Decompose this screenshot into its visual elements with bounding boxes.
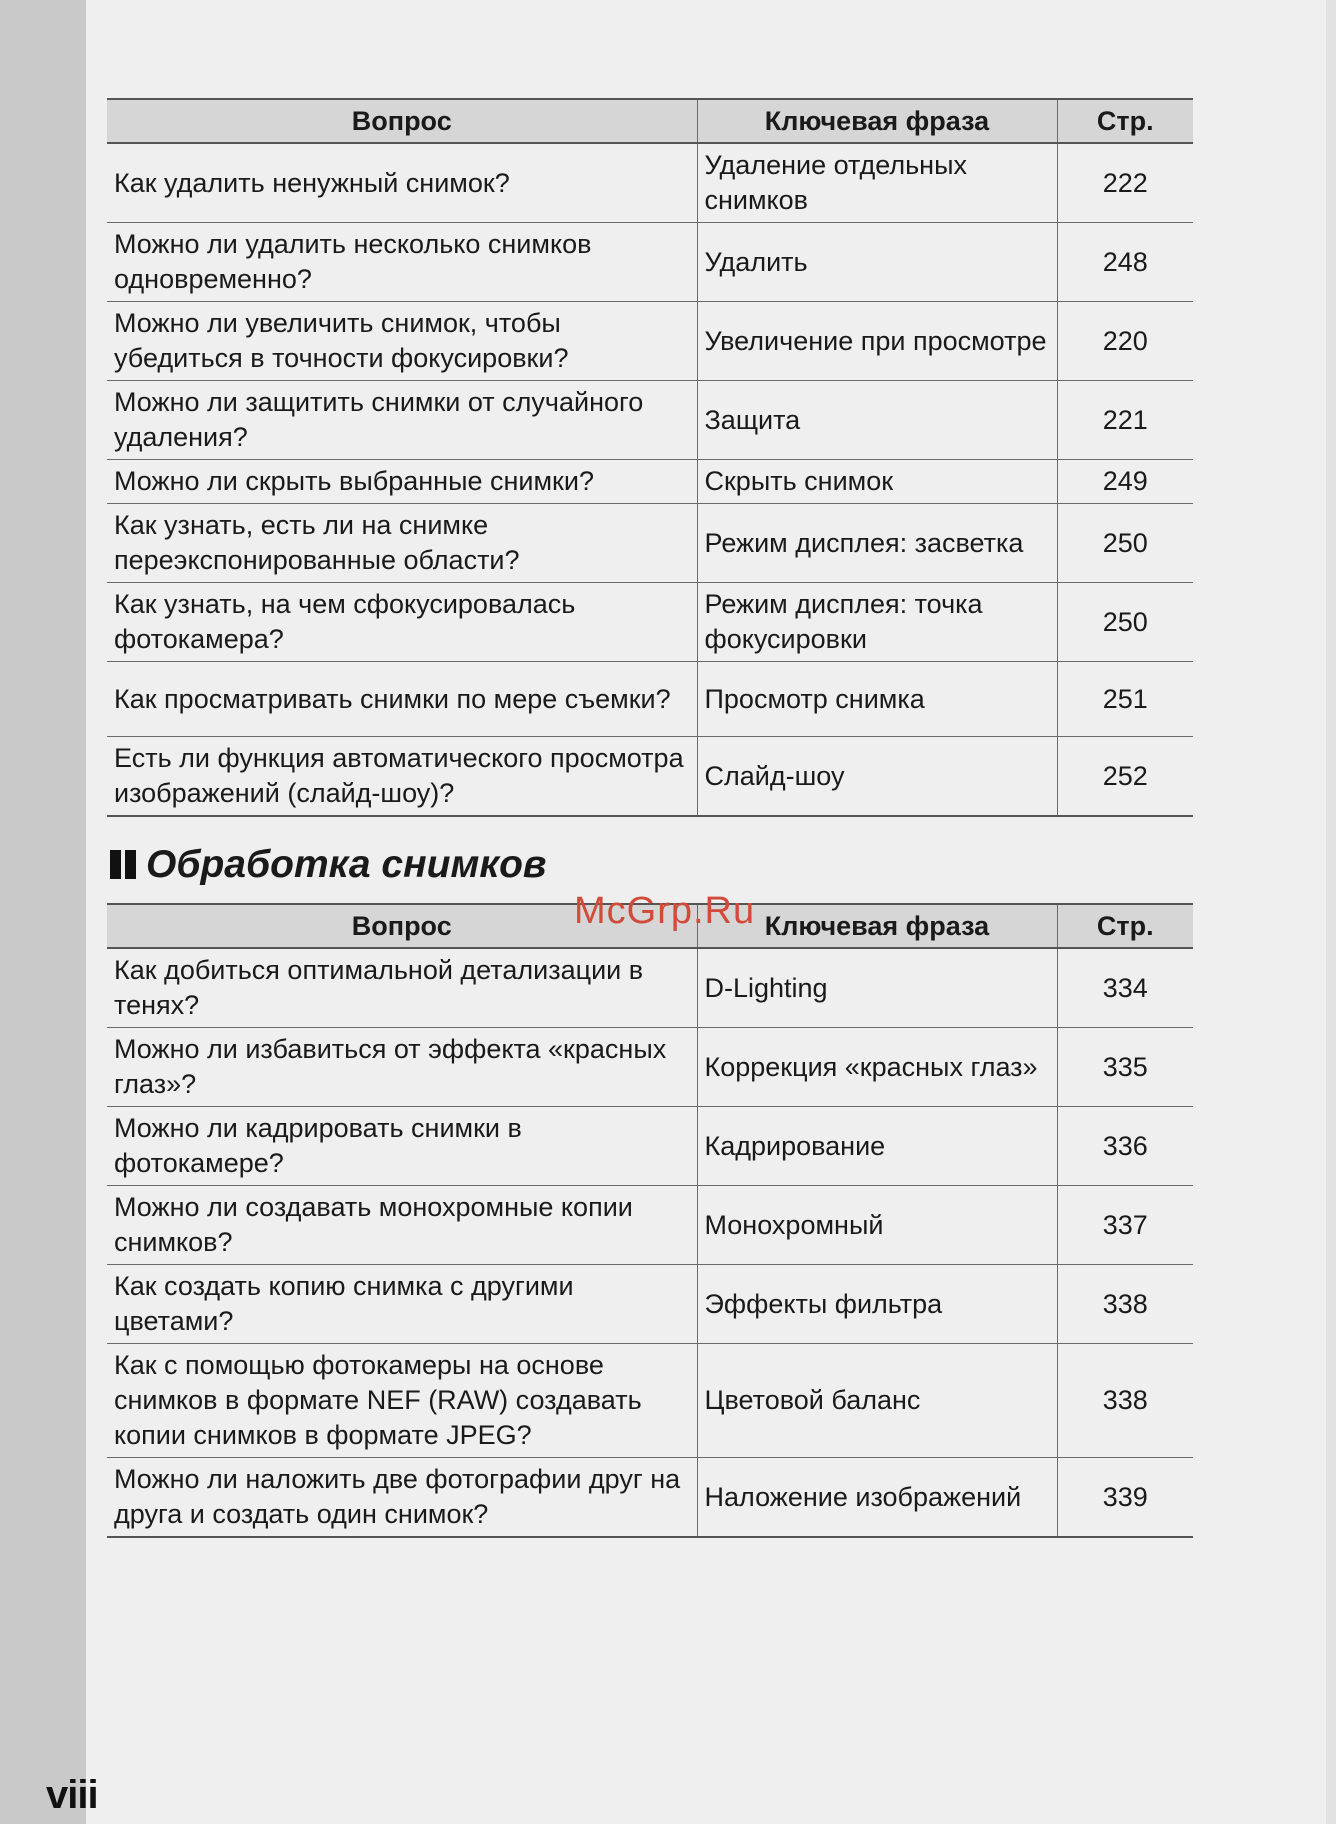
page-cell: 220 <box>1057 302 1193 381</box>
table-row <box>107 1107 1193 1186</box>
question-cell: Можно ли создавать монохромные копии снимков? <box>107 1186 697 1265</box>
key-phrase-cell: Увеличение при просмотре <box>697 302 1057 381</box>
table-row <box>107 1186 1193 1265</box>
key-phrase-cell: Кадрирование <box>697 1107 1057 1186</box>
question-cell: Как создать копию снимка с другими цветами? <box>107 1265 697 1344</box>
table-row <box>107 504 1193 583</box>
header-page: Стр. <box>1057 99 1193 143</box>
question-cell: Можно ли кадрировать снимки в фотокамере? <box>107 1107 697 1186</box>
table-row <box>107 302 1193 381</box>
page-cell: 338 <box>1057 1344 1193 1458</box>
page-cell: 252 <box>1057 737 1193 817</box>
binding-strip <box>0 0 86 1824</box>
question-cell: Как добиться оптимальной детализации в тенях? <box>107 948 697 1028</box>
page-cell: 336 <box>1057 1107 1193 1186</box>
table-row <box>107 737 1193 817</box>
table-row <box>107 1265 1193 1344</box>
key-phrase-cell: Наложение изображений <box>697 1458 1057 1538</box>
key-phrase-cell: Монохромный <box>697 1186 1057 1265</box>
page-cell: 250 <box>1057 504 1193 583</box>
question-cell: Как узнать, на чем сфокусировалась фотокамера? <box>107 583 697 662</box>
header-question: Вопрос <box>107 99 697 143</box>
processing-faq-table <box>107 903 1193 1538</box>
key-phrase-cell: Коррекция «красных глаз» <box>697 1028 1057 1107</box>
table-row <box>107 1344 1193 1458</box>
table-row <box>107 1458 1193 1538</box>
table-row <box>107 948 1193 1028</box>
question-cell: Можно ли наложить две фотографии друг на друга и создать один снимок? <box>107 1458 697 1538</box>
question-cell: Как с помощью фотокамеры на основе снимков в формате NEF (RAW) создавать копии снимков в формате JPEG? <box>107 1344 697 1458</box>
section-marker-icon <box>125 850 136 879</box>
page-cell: 249 <box>1057 460 1193 504</box>
key-phrase-cell: Эффекты фильтра <box>697 1265 1057 1344</box>
key-phrase-cell: D-Lighting <box>697 948 1057 1028</box>
page-cell: 222 <box>1057 143 1193 223</box>
question-cell: Можно ли увеличить снимок, чтобы убедиться в точности фокусировки? <box>107 302 697 381</box>
page-cell: 339 <box>1057 1458 1193 1538</box>
page-cell: 335 <box>1057 1028 1193 1107</box>
table-row <box>107 143 1193 223</box>
page-cell: 337 <box>1057 1186 1193 1265</box>
key-phrase-cell: Режим дисплея: засветка <box>697 504 1057 583</box>
table-row <box>107 223 1193 302</box>
table-row <box>107 460 1193 504</box>
question-cell: Можно ли удалить несколько снимков одновременно? <box>107 223 697 302</box>
page-number: viii <box>46 1773 98 1817</box>
watermark: McGrp.Ru <box>574 890 756 932</box>
playback-faq-table <box>107 98 1193 817</box>
page-cell: 250 <box>1057 583 1193 662</box>
question-cell: Есть ли функция автоматического просмотра изображений (слайд-шоу)? <box>107 737 697 817</box>
question-cell: Можно ли избавиться от эффекта «красных глаз»? <box>107 1028 697 1107</box>
question-cell: Как удалить ненужный снимок? <box>107 143 697 223</box>
question-cell: Можно ли скрыть выбранные снимки? <box>107 460 697 504</box>
key-phrase-cell: Удаление отдельных снимков <box>697 143 1057 223</box>
key-phrase-cell: Удалить <box>697 223 1057 302</box>
table-row <box>107 1028 1193 1107</box>
page-cell: 334 <box>1057 948 1193 1028</box>
table-header-row <box>107 99 1193 143</box>
question-cell: Можно ли защитить снимки от случайного удаления? <box>107 381 697 460</box>
section-marker-icon <box>110 850 121 879</box>
key-phrase-cell: Цветовой баланс <box>697 1344 1057 1458</box>
key-phrase-cell: Режим дисплея: точка фокусировки <box>697 583 1057 662</box>
page-cell: 221 <box>1057 381 1193 460</box>
header-question: Вопрос <box>107 904 697 948</box>
table-row <box>107 381 1193 460</box>
section-title: Обработка снимков <box>146 843 547 886</box>
key-phrase-cell: Слайд-шоу <box>697 737 1057 817</box>
key-phrase-cell: Просмотр снимка <box>697 662 1057 737</box>
header-page: Стр. <box>1057 904 1193 948</box>
table-row <box>107 583 1193 662</box>
page-edge <box>1326 0 1336 1824</box>
key-phrase-cell: Скрыть снимок <box>697 460 1057 504</box>
page-cell: 338 <box>1057 1265 1193 1344</box>
header-key-phrase: Ключевая фраза <box>697 904 1057 948</box>
header-key-phrase: Ключевая фраза <box>697 99 1057 143</box>
page-cell: 248 <box>1057 223 1193 302</box>
table-row <box>107 662 1193 737</box>
question-cell: Как узнать, есть ли на снимке переэкспонированные области? <box>107 504 697 583</box>
section-heading <box>110 840 546 890</box>
page-cell: 251 <box>1057 662 1193 737</box>
key-phrase-cell: Защита <box>697 381 1057 460</box>
question-cell: Как просматривать снимки по мере съемки? <box>107 662 697 737</box>
